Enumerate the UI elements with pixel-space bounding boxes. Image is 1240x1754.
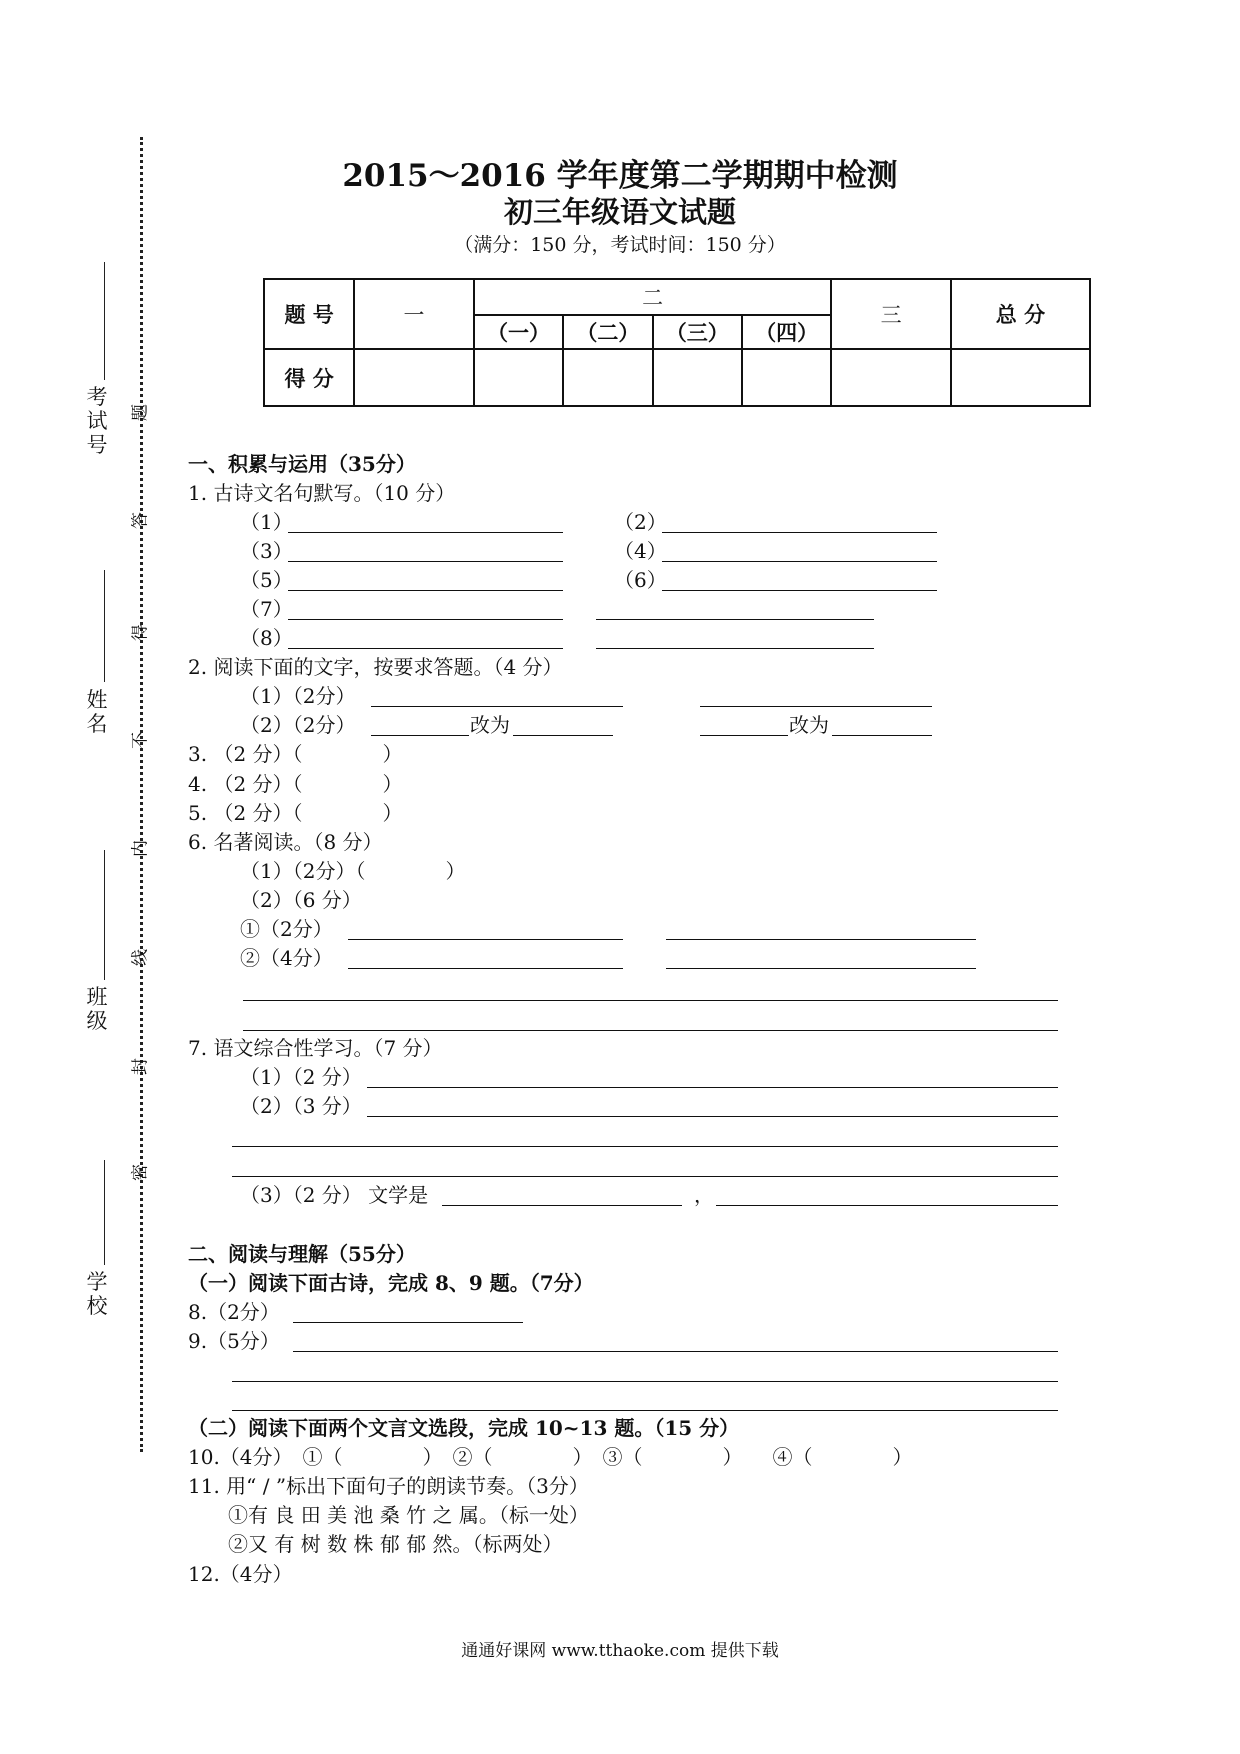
score-cell[interactable] — [354, 349, 474, 406]
answer-line[interactable] — [442, 1205, 682, 1206]
name-label: 姓名 — [86, 688, 108, 736]
q6-2b-label: ②（4分） — [240, 946, 333, 970]
answer-line[interactable] — [232, 1381, 1058, 1382]
row-label-question: 题 号 — [264, 279, 354, 349]
q6-2a-label: ①（2分） — [240, 917, 333, 941]
answer-line[interactable] — [348, 968, 623, 969]
question-9: 9.（5分） — [188, 1329, 280, 1353]
seal-char: 密 — [130, 1164, 151, 1181]
class-label: 班级 — [86, 985, 108, 1033]
answer-line[interactable] — [243, 1030, 1058, 1031]
answer-line[interactable] — [232, 1410, 1058, 1411]
answer-line[interactable] — [596, 619, 874, 620]
q2-1-label: （1）（2分） — [240, 684, 356, 708]
q1-item-label: （4） — [614, 539, 667, 563]
name-blank — [104, 570, 105, 682]
col-sub-2: （二） — [563, 315, 652, 349]
answer-line[interactable] — [288, 561, 563, 562]
q1-item-label: （6） — [614, 568, 667, 592]
question-7: 7. 语文综合性学习。（7 分） — [188, 1036, 443, 1060]
answer-line[interactable] — [232, 1176, 1058, 1177]
answer-line[interactable] — [367, 1087, 1058, 1088]
q1-item-label: （7） — [240, 597, 293, 621]
seal-char: 不 — [130, 732, 151, 749]
answer-line[interactable] — [232, 1146, 1058, 1147]
section-2-part-1-heading: （一）阅读下面古诗，完成 8、9 题。（7分） — [188, 1271, 594, 1295]
answer-line[interactable] — [662, 532, 937, 533]
col-sub-4: （四） — [742, 315, 831, 349]
footer-credit: 通通好课网 www.tthaoke.com 提供下载 — [461, 1641, 779, 1661]
answer-line[interactable] — [293, 1322, 523, 1323]
q1-item-label: （8） — [240, 626, 293, 650]
seal-char: 内 — [130, 840, 151, 857]
row-label-score: 得 分 — [264, 349, 354, 406]
q1-item-label: （1） — [240, 510, 293, 534]
answer-line[interactable] — [832, 735, 932, 736]
answer-line[interactable] — [371, 706, 623, 707]
answer-line[interactable] — [700, 735, 788, 736]
question-10: 10.（4分） ①（ ） ②（ ） ③（ ） ④（ ） — [188, 1445, 913, 1469]
q1-item-label: （5） — [240, 568, 293, 592]
section-2-part-2-heading: （二）阅读下面两个文言文选段，完成 10~13 题。（15 分） — [188, 1416, 740, 1440]
answer-line[interactable] — [662, 561, 937, 562]
answer-line[interactable] — [243, 1000, 1058, 1001]
question-1: 1. 古诗文名句默写。（10 分） — [188, 481, 456, 505]
q6-2-label: （2）（6 分） — [240, 888, 362, 912]
q7-3-label: （3）（2 分） 文学是 — [240, 1183, 429, 1207]
exam-subtitle: 初三年级语文试题 — [503, 195, 736, 229]
answer-line[interactable] — [367, 1116, 1058, 1117]
score-cell[interactable] — [653, 349, 742, 406]
seal-char: 题 — [130, 404, 151, 421]
change-to-label: 改为 — [789, 713, 829, 737]
comma: ， — [694, 1183, 714, 1207]
score-table — [263, 278, 1091, 407]
seal-char: 线 — [130, 949, 151, 966]
seal-char: 答 — [130, 512, 151, 529]
q7-1-label: （1）（2 分） — [240, 1065, 362, 1089]
answer-line[interactable] — [596, 648, 874, 649]
question-11: 11. 用“ / ”标出下面句子的朗读节奏。（3分） — [188, 1474, 589, 1498]
seal-char: 得 — [130, 624, 151, 641]
score-cell[interactable] — [563, 349, 652, 406]
q1-item-label: （3） — [240, 539, 293, 563]
answer-line[interactable] — [288, 619, 563, 620]
col-part-3: 三 — [831, 279, 951, 349]
answer-line[interactable] — [288, 590, 563, 591]
question-2: 2. 阅读下面的文字，按要求答题。（4 分） — [188, 655, 563, 679]
exam-title: 2015～2016 学年度第二学期期中检测 — [342, 158, 898, 194]
q7-2-label: （2）（3 分） — [240, 1094, 362, 1118]
question-4: 4. （2 分）（ ） — [188, 772, 403, 796]
class-blank — [104, 850, 105, 980]
section-1-heading: 一、积累与运用（35分） — [188, 452, 416, 476]
binding-dotted-line — [140, 137, 143, 1452]
answer-line[interactable] — [371, 735, 469, 736]
score-cell[interactable] — [742, 349, 831, 406]
question-5: 5. （2 分）（ ） — [188, 801, 403, 825]
col-total: 总 分 — [951, 279, 1090, 349]
col-part-2: 二 — [474, 279, 832, 315]
question-8: 8.（2分） — [188, 1300, 280, 1324]
answer-line[interactable] — [666, 968, 976, 969]
col-sub-3: （三） — [653, 315, 742, 349]
answer-line[interactable] — [513, 735, 613, 736]
school-label: 学校 — [86, 1270, 108, 1318]
score-cell[interactable] — [831, 349, 951, 406]
exam-number-label: 考试号 — [86, 385, 108, 457]
change-to-label: 改为 — [470, 713, 510, 737]
question-12: 12.（4分） — [188, 1562, 293, 1586]
answer-line[interactable] — [700, 706, 932, 707]
answer-line[interactable] — [348, 939, 623, 940]
answer-line[interactable] — [716, 1205, 1058, 1206]
answer-line[interactable] — [288, 648, 563, 649]
q11-sentence-1: ①有 良 田 美 池 桑 竹 之 属。（标一处） — [228, 1503, 589, 1527]
q1-item-label: （2） — [614, 510, 667, 534]
exam-note: （满分：150 分，考试时间：150 分） — [454, 234, 786, 256]
seal-char: 封 — [130, 1058, 151, 1075]
score-cell[interactable] — [474, 349, 563, 406]
q2-2-label: （2）（2分） — [240, 713, 356, 737]
answer-line[interactable] — [662, 590, 937, 591]
col-sub-1: （一） — [474, 315, 563, 349]
section-2-heading: 二、阅读与理解（55分） — [188, 1242, 416, 1266]
exam-number-blank — [104, 262, 105, 380]
answer-line[interactable] — [666, 939, 976, 940]
col-part-1: 一 — [354, 279, 474, 349]
score-cell[interactable] — [951, 349, 1090, 406]
q11-sentence-2: ②又 有 树 数 株 郁 郁 然。（标两处） — [228, 1532, 563, 1556]
question-3: 3. （2 分）（ ） — [188, 742, 403, 766]
answer-line[interactable] — [293, 1351, 1058, 1352]
answer-line[interactable] — [288, 532, 563, 533]
q6-1-label: （1）（2分）（ ） — [240, 859, 466, 883]
school-blank — [104, 1160, 105, 1265]
question-6: 6. 名著阅读。（8 分） — [188, 830, 383, 854]
